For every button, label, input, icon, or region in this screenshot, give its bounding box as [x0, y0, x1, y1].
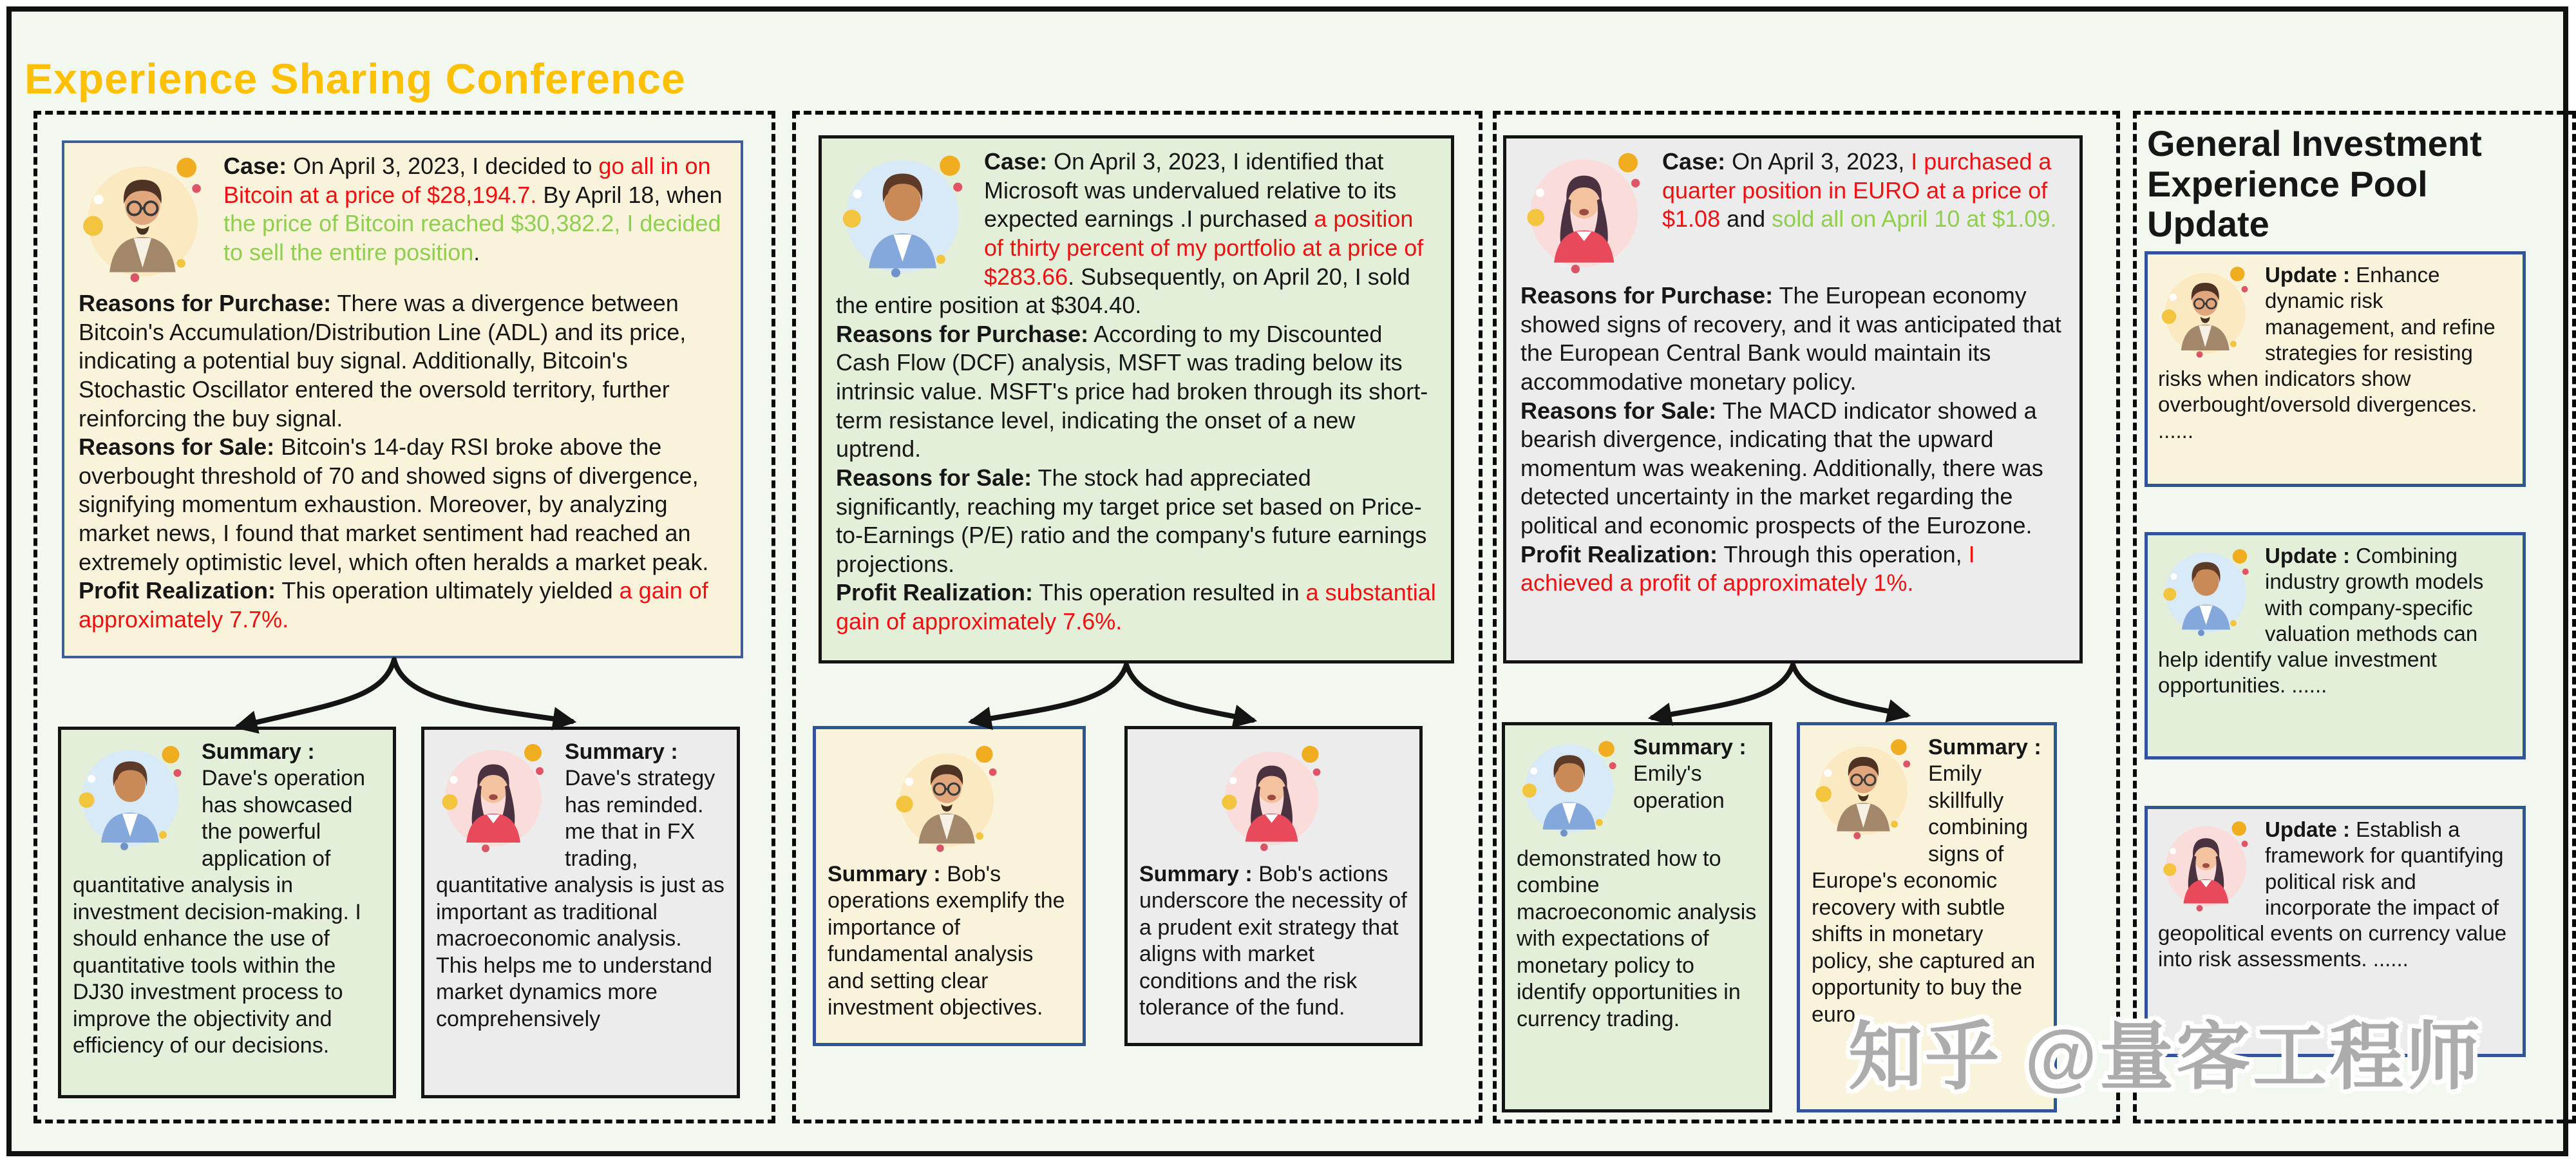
summary-card-emily-1 — [1502, 722, 1772, 1112]
dave-avatar-icon — [2159, 263, 2256, 360]
watermark: 知乎 @量客工程师 — [1848, 1016, 2483, 1098]
update-text: Update : Combining industry growth models with company-specific valuation methods can help identify value investment opportunities. ...... — [2158, 544, 2484, 698]
summary-text: Summary : Bob's actions underscore the necessity of a prudent exit strategy that aligns with market conditions and the risk tolerance of the fund. — [1139, 862, 1407, 1020]
update-text: Update : Establish a framework for quantifying political risk and incorporate the impact of geopolitical events on currency value into risk assessments. ...... — [2158, 817, 2507, 971]
dave-avatar-icon — [1813, 736, 1919, 842]
case-text-dave: Case: On April 3, 2023, I decided to go all in on Bitcoin at a price of $28,194.7. By April 18, when the price of Bitcoin reached $30,382.2, I decided to sell the entire position. Reasons for Purchase: There was a divergence between Bitcoin's Accumulation/Distribution Line (ADL) and its price, indicating a potential buy signal. Additionally, Bitcoin's Stochastic Oscillator entered the oversold territory, further reinforcing the buy signal. Reasons for Sale: Bitcoin's 14-day RSI broke above the overbought threshold of 70 and showed signs of divergence, signifying momentum exhaustion. Moreover, by analyzing market news, I found that market sentiment had reached an extremely optimistic level, which often heralds a market peak. Profit Realization: This operation ultimately yielded a gain of approximately 7.7%. — [79, 153, 723, 633]
summary-text: Summary : Emily's operation demonstrated how to combine macroeconomic analysis with expectations of monetary policy to identify opportunities in currency trading. — [1517, 735, 1757, 1031]
bob-avatar-icon — [837, 149, 972, 284]
page-title: Experience Sharing Conference — [24, 55, 686, 103]
emily-avatar-icon — [2159, 818, 2256, 915]
emily-avatar-icon — [1217, 742, 1330, 855]
summary-text: Summary : Bob's operations exemplify the importance of fundamental analysis and setting clear investment objectives. — [828, 862, 1065, 1020]
case-text-bob: Case: On April 3, 2023, I identified that Microsoft was undervalued relative to its expected earnings .I purchased a position of thirty percent of my portfolio at a price of $283.66. Subsequently, on April 20, I sold the entire position at $304.40. Reasons for Purchase: According to my Discounted Cash Flow (DCF) analysis, MSFT was trading below its intrinsic value. MSFT's price had broken through its short-term resistance level, indicating the onset of a new uptrend. Reasons for Sale: The stock had appreciated significantly, reaching my target price set based on Price-to-Earnings (P/E) ratio and the company's future earnings projections. Profit Realization: This operation resulted in a substantial gain of approximately 7.6%. — [836, 148, 1436, 634]
summary-card-bob-2 — [1124, 726, 1423, 1046]
dave-avatar-icon — [80, 153, 212, 285]
summary-text: Summary : Dave's operation has showcased the powerful application of quantitative analysis in investment decision-making. I should enhance the use of quantitative tools within the DJ30 investment process to improve the objectivity and efficiency of our decisions. — [73, 739, 366, 1058]
update-text: Update : Enhance dynamic risk management, and refine strategies for resisting risks when indicators show overbought/oversold divergences. ...... — [2158, 263, 2496, 443]
case-card-dave — [62, 140, 743, 658]
case-text-emily: Case: On April 3, 2023, I purchased a quarter position in EURO at a price of $1.08 and sold all on April 10 at $1.09. Reasons for Purchase: The European economy showed signs of recovery, and it was anticipated that the European Central Bank would maintain its accommodative monetary policy. Reasons for Sale: The MACD indicator showed a bearish divergence, indicating that the upward momentum was weakening. Additionally, there was detected uncertainty in the market regarding the political and economic prospects of the Eurozone. Profit Realization: Through this operation, I achieved a profit of approximately 1%. — [1520, 148, 2061, 596]
summary-card-dave-2 — [421, 727, 740, 1098]
emily-avatar-icon — [437, 740, 553, 856]
bob-avatar-icon — [1518, 736, 1624, 842]
case-card-bob — [819, 135, 1454, 663]
case-card-emily — [1503, 135, 2083, 663]
update-card-2 — [2145, 532, 2526, 759]
summary-text: Summary : Emily skillfully combining signs of Europe's economic recovery with subtle shifts in monetary policy, she captured an opportunity to buy the euro — [1812, 735, 2041, 1027]
update-card-1 — [2145, 251, 2526, 487]
dave-avatar-icon — [893, 742, 1006, 855]
emily-avatar-icon — [1522, 149, 1651, 278]
bob-avatar-icon — [74, 740, 190, 856]
pool-title: General Investment Experience Pool Update — [2147, 123, 2482, 245]
summary-card-dave-1 — [58, 727, 396, 1098]
summary-card-bob-1 — [813, 726, 1086, 1046]
bob-avatar-icon — [2159, 544, 2256, 641]
summary-text: Summary : Dave's strategy has reminded. me that in FX trading, quantitative analysis is just as important as traditional macroeconomic analysis. This helps me to understand market dynamics more comprehensively — [436, 739, 724, 1031]
